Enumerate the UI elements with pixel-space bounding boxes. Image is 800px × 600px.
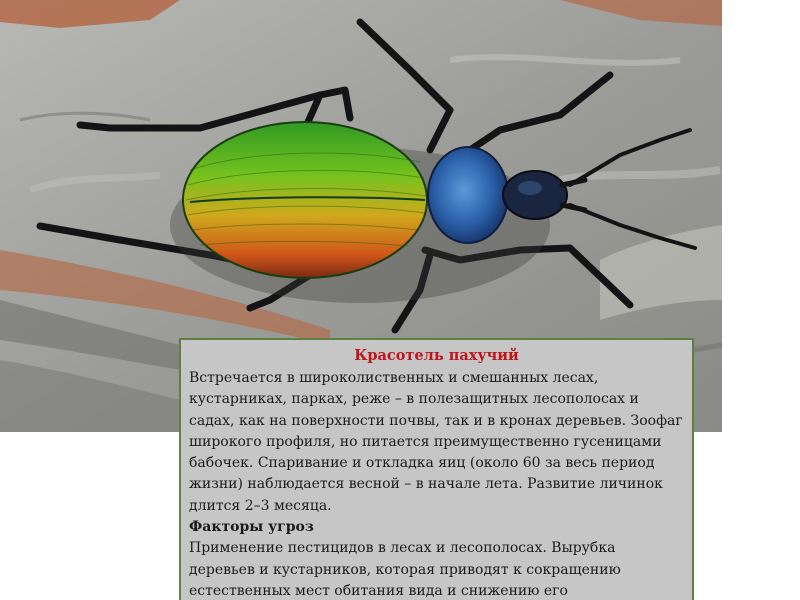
species-info-box [179,338,694,600]
threats-heading: Факторы угроз [189,519,314,536]
species-description: Встречается в широколиственных и смешанных лесах, кустарниках, парках, реже – в полезащитных лесополосах и садах, как на поверхности почвы, так и в кронах деревьев. Зоофаг широкого профиля, но питается преимущественно гусеницами бабочек. Спаривание и откладка яиц (около 60 за весь период жизни) наблюдается весной – в начале лета. Развитие личинок длится 2–3 месяца. [189,370,683,514]
species-title: Красотель пахучий [354,347,519,364]
threats-description: Применение пестицидов в лесах и лесополосах. Вырубка деревьев и кустарников, которая приводят к сокращению естественных мест обитания вида и снижению его [189,540,621,599]
